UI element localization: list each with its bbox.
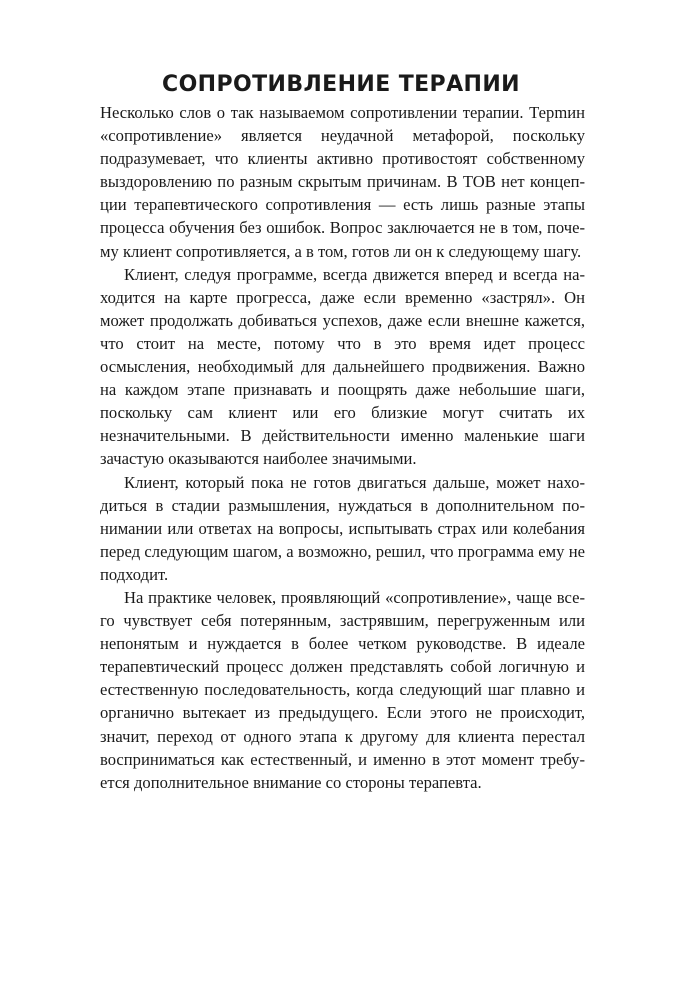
- paragraph-4: На практике человек, проявляющий «сопротивление», чаще всего чувствует себя потерянным, застрявшим, перегруженным или непонятым и нуждается в более четком руководстве. В идеале терапевтический процесс должен представлять собой логичную и естественную последовательность, когда следующий шаг плавно и органично вытекает из предыдущего. Если этого не происходит, значит, переход от одного этапа к другому для клиента перестал восприниматься как естественный, и именно в этот момент требуется дополнительное внимание со стороны терапевта.: [100, 587, 585, 792]
- section-title: СОПРОТИВЛЕНИЕ ТЕРАПИИ: [162, 72, 520, 97]
- paragraph-2: Клиент, следуя программе, всегда движется вперед и всегда находится на карте прогресса, даже если временно «застрял». Он может продолжать добиваться успехов, даже если внешне кажется, что стоит на месте, потому что в это время идет процесс осмысления, необходимый для дальнейшего продвижения. Важно на каждом этапе признавать и поощрять даже небольшие шаги, поскольку сам клиент или его близкие могут считать их незначительными. В действительности именно маленькие шаги зачастую оказываются наиболее значимыми.: [100, 264, 585, 469]
- paragraph-3: Клиент, который пока не готов двигаться дальше, может находиться в стадии размышления, нуждаться в дополнительном понимании или ответах на вопросы, испытывать страх или колебания перед следующим шагом, а возможно, решил, что программа ему не подходит.: [100, 472, 585, 584]
- body-text: [100, 101, 585, 794]
- paragraph-1: Несколько слов о так называемом сопротивлении терапии. Терmин «сопротивление» является неудачной метафорой, поскольку подразумевает, что клиенты активно противостоят собственному выздоровлению по разным скрытым причинам. В ТОВ нет концепции терапевтического сопротивления — есть лишь разные этапы процесса обучения без ошибок. Вопрос заключается не в том, почему клиент сопротивляется, а в том, готов ли он к следующему шагу.: [100, 103, 585, 261]
